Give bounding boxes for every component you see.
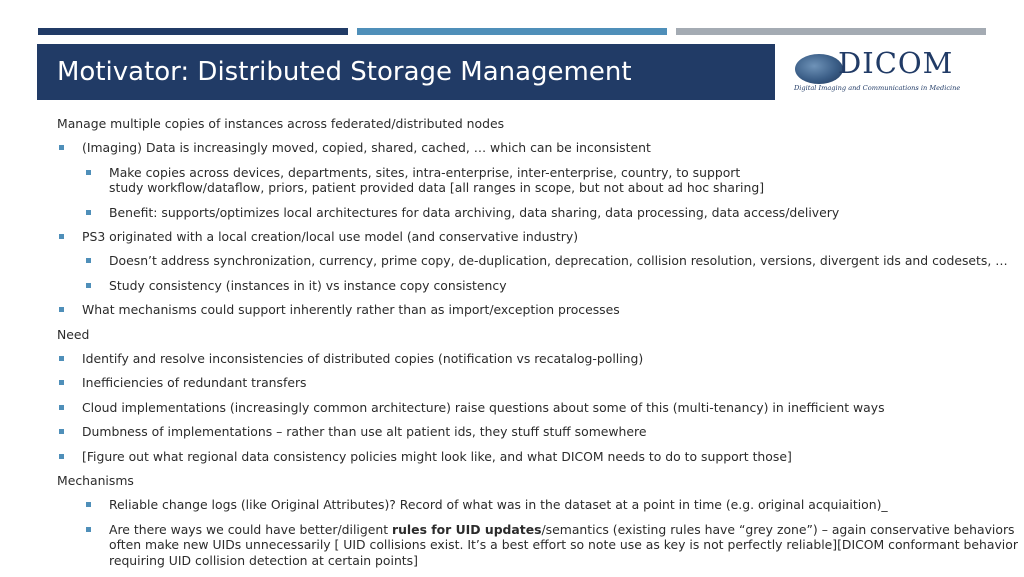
bullet-text: Are there ways we could have better/diligent bbox=[109, 521, 392, 537]
bullet-text-continued: often make new UIDs unnecessarily [ UID collisions exist. It’s a best effort so note use as key is not perfectly reliable][DICOM conformant behavior bbox=[109, 537, 1018, 553]
bullet-text: (Imaging) Data is increasingly moved, copied, shared, cached, … which can be inconsistent bbox=[82, 140, 651, 156]
sub-bullet-item bbox=[57, 253, 1012, 269]
bullet-text: Doesn’t address synchronization, currency, prime copy, de-duplication, deprecation, collision resolution, versions, divergent ids and codesets, … bbox=[109, 253, 1008, 269]
square-bullet-icon bbox=[59, 380, 64, 385]
top-accent-bar-grey bbox=[676, 28, 986, 35]
bullet-text: Identify and resolve inconsistencies of distributed copies (notification vs recatalog-polling) bbox=[82, 351, 644, 367]
bullet-item bbox=[57, 140, 1012, 156]
bullet-text: [Figure out what regional data consistency policies might look like, and what DICOM needs to do to support those] bbox=[82, 448, 792, 464]
sub-bullet-item bbox=[57, 278, 1012, 294]
sub-bullet-item bbox=[57, 165, 1012, 196]
logo-wordmark: DICOM bbox=[838, 46, 954, 80]
bullet-item bbox=[57, 351, 1012, 367]
sub-bullet-item bbox=[57, 521, 1018, 569]
bullet-text: PS3 originated with a local creation/local use model (and conservative industry) bbox=[82, 229, 579, 245]
section-heading: Mechanisms bbox=[57, 472, 134, 488]
bullet-item bbox=[57, 449, 1012, 465]
bullet-text: Dumbness of implementations – rather than use alt patient ids, they stuff stuff somewhere bbox=[82, 424, 647, 440]
bullet-item bbox=[57, 375, 1012, 391]
bullet-text-emphasis: rules for UID updates bbox=[392, 521, 542, 537]
logo-tagline: Digital Imaging and Communications in Medicine bbox=[794, 84, 961, 92]
bullet-text-continued: study workflow/dataflow, priors, patient provided data [all ranges in scope, but not about ad hoc sharing] bbox=[109, 180, 765, 196]
sub-bullet-item bbox=[57, 497, 1012, 513]
square-bullet-icon bbox=[59, 429, 64, 434]
slide-body bbox=[57, 116, 1018, 577]
bullet-text: Benefit: supports/optimizes local architectures for data archiving, data sharing, data processing, data access/delivery bbox=[109, 204, 840, 220]
bullet-text: Inefficiencies of redundant transfers bbox=[82, 375, 307, 391]
bullet-item bbox=[57, 229, 1012, 245]
section-heading: Manage multiple copies of instances across federated/distributed nodes bbox=[57, 116, 505, 131]
bullet-text-continued: requiring UID collision detection at certain points] bbox=[109, 552, 418, 568]
square-bullet-icon bbox=[59, 405, 64, 410]
square-bullet-icon bbox=[86, 527, 91, 532]
slide-title: Motivator: Distributed Storage Management bbox=[57, 57, 632, 87]
globe-icon bbox=[795, 54, 843, 84]
top-accent-bar-blue bbox=[357, 28, 667, 35]
square-bullet-icon bbox=[59, 356, 64, 361]
bullet-text: Make copies across devices, departments, sites, intra-enterprise, inter-enterprise, country, to support bbox=[109, 164, 741, 180]
bullet-text: Reliable change logs (like Original Attributes)? Record of what was in the dataset at a point in time (e.g. original acquiaition)_ bbox=[109, 497, 888, 513]
dicom-logo bbox=[792, 48, 992, 96]
square-bullet-icon bbox=[86, 210, 91, 215]
bullet-text: /semantics (existing rules have “grey zone”) – again conservative behaviors bbox=[541, 521, 1015, 537]
bullet-item bbox=[57, 302, 1012, 318]
square-bullet-icon bbox=[86, 283, 91, 288]
section-heading: Need bbox=[57, 326, 90, 342]
square-bullet-icon bbox=[59, 307, 64, 312]
square-bullet-icon bbox=[59, 234, 64, 239]
square-bullet-icon bbox=[59, 454, 64, 459]
bullet-item bbox=[57, 424, 1012, 440]
bullet-text: Cloud implementations (increasingly common architecture) raise questions about some of this (multi-tenancy) in inefficient ways bbox=[82, 399, 885, 415]
square-bullet-icon bbox=[86, 170, 91, 175]
square-bullet-icon bbox=[59, 145, 64, 150]
bullet-text: Study consistency (instances in it) vs instance copy consistency bbox=[109, 277, 507, 293]
top-accent-bar-dark bbox=[38, 28, 348, 35]
sub-bullet-item bbox=[57, 205, 1012, 221]
bullet-item bbox=[57, 400, 1012, 416]
bullet-text: What mechanisms could support inherently rather than as import/exception processes bbox=[82, 302, 620, 318]
square-bullet-icon bbox=[86, 258, 91, 263]
title-banner bbox=[37, 44, 775, 100]
square-bullet-icon bbox=[86, 502, 91, 507]
